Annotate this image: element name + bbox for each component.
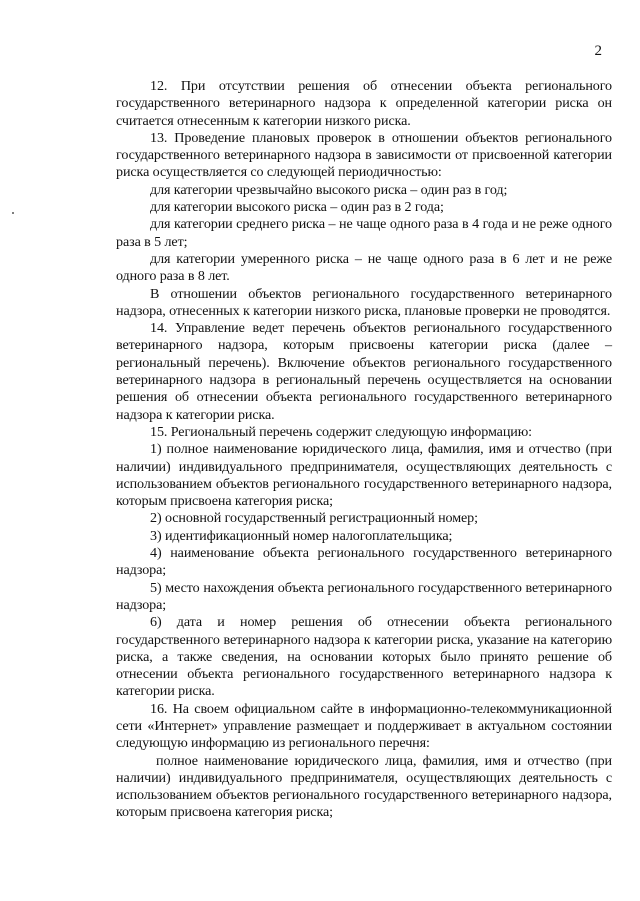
scan-speck	[12, 212, 14, 214]
list-item: 4) наименование объекта регионального государственного ветеринарного надзора;	[116, 545, 612, 579]
list-item: 1) полное наименование юридического лица, фамилия, имя и отчество (при наличии) индивидуального предпринимателя, осуществляющих деятельность с использованием объектов регионального государственного ветеринарного надзора, которым присвоена категория риска;	[116, 441, 612, 510]
paragraph-15: 15. Региональный перечень содержит следующую информацию:	[150, 423, 532, 440]
page-number: 2	[594, 43, 602, 59]
paragraph-14: 14. Управление ведет перечень объектов регионального государственного ветеринарного надзора, которым присвоены категории риска (далее – региональный перечень). Включение объектов регионального государственного ветеринарного надзора в региональный перечень осуществляется на основании решения об отнесении объекта регионального государственного ветеринарного надзора к категории риска.	[116, 320, 612, 423]
paragraph-16: 16. На своем официальном сайте в информационно-телекоммуникационной сети «Интернет» управление размещает и поддерживает в актуальном состоянии следующую информацию из регионального перечня:	[116, 700, 612, 752]
paragraph-low-risk: В отношении объектов регионального государственного ветеринарного надзора, отнесенных к категории низкого риска, плановые проверки не проводятся.	[116, 285, 612, 319]
list-item: 6) дата и номер решения об отнесении объекта регионального государственного ветеринарного надзора к категории риска, указание на категорию риска, а также сведения, на основании которых было принято решение об отнесении объекта регионального государственного ветеринарного надзора к категории риска.	[116, 614, 612, 700]
list-item: для категории умеренного риска – не чаще одного раза в 6 лет и не реже одного раза в 8 лет.	[116, 250, 612, 285]
list-item: полное наименование юридического лица, фамилия, имя и отчество (при наличии) индивидуального предпринимателя, осуществляющих деятельность с использованием объектов регионального государственного ветеринарного надзора, которым присвоена категория риска;	[116, 752, 612, 821]
list-item: для категории высокого риска – один раз в 2 года;	[150, 199, 444, 216]
list-item: 5) место нахождения объекта регионального государственного ветеринарного надзора;	[116, 579, 612, 613]
list-item: для категории чрезвычайно высокого риска – один раз в год;	[150, 181, 508, 198]
document-body	[116, 78, 612, 822]
list-item: для категории среднего риска – не чаще одного раза в 4 года и не реже одного раза в 5 лет;	[116, 216, 612, 250]
list-item: 2) основной государственный регистрационный номер;	[150, 510, 478, 527]
paragraph-13: 13. Проведение плановых проверок в отношении объектов регионального государственного ветеринарного надзора в зависимости от присвоенной категории риска осуществляется со следующей периодичностью:	[116, 129, 612, 181]
list-item: 3) идентификационный номер налогоплательщика;	[150, 527, 453, 544]
paragraph-12: 12. При отсутствии решения об отнесении объекта регионального государственного ветеринарного надзора к определенной категории риска он считается отнесенным к категории низкого риска.	[116, 78, 612, 129]
